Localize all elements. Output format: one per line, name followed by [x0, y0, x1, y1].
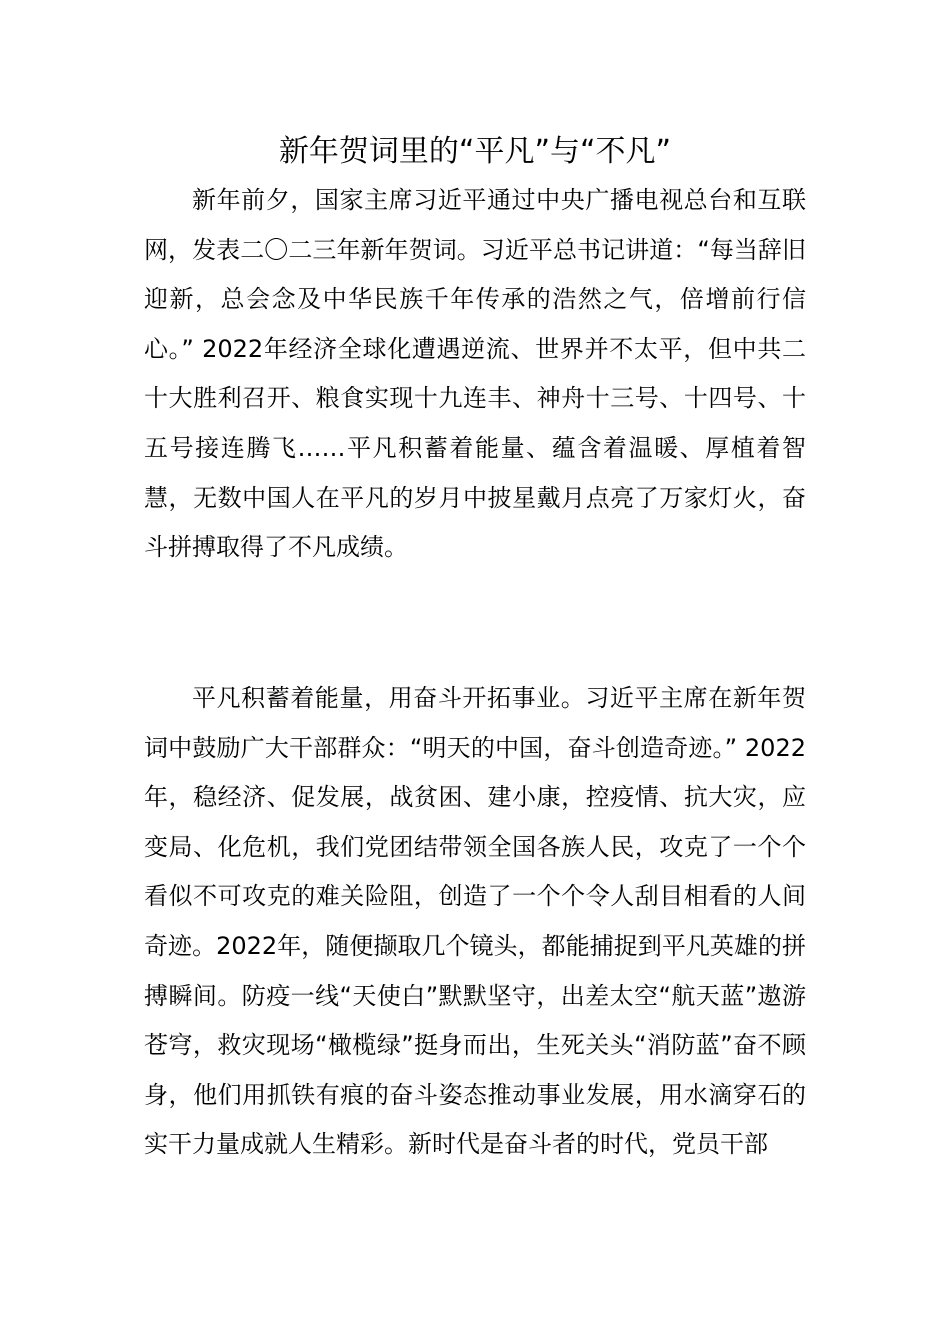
paragraph-2: 平凡积蓄着能量，用奋斗开拓事业。习近平主席在新年贺词中鼓励广大干部群众：“明天的中国，奋斗创造奇迹。” 2022年，稳经济、促发展，战贫困、建小康，控疫情、抗大灾，应变局、化危机，我们党团结带领全国各族人民，攻克了一个个看似不可攻克的难关险阻，创造了一个个令人刮目相看的人间奇迹。2022年，随便撷取几个镜头，都能捕捉到平凡英雄的拼搏瞬间。防疫一线“天使白”默默坚守，出差太空“航天蓝”遨游苍穹，救灾现场“橄榄绿”挺身而出，生死关头“消防蓝”奋不顾身，他们用抓铁有痕的奋斗姿态推动事业发展，用水滴穿石的实干力量成就人生精彩。新时代是奋斗者的时代，党员干部: [144, 684, 806, 1159]
document-title: 新年贺词里的“平凡”与“不凡”: [278, 134, 672, 169]
paragraph-1: 新年前夕，国家主席习近平通过中央广播电视总台和互联网，发表二〇二三年新年贺词。习近平总书记讲道：“每当辞旧迎新，总会念及中华民族千年传承的浩然之气，倍增前行信心。” 2022年经济全球化遭遇逆流、世界并不太平，但中共二十大胜利召开、粮食实现十九连丰、神舟十三号、十四号、十五号接连腾飞……平凡积蓄着能量、蕴含着温暖、厚植着智慧，无数中国人在平凡的岁月中披星戴月点亮了万家灯火，奋斗拼搏取得了不凡成绩。: [144, 186, 806, 562]
